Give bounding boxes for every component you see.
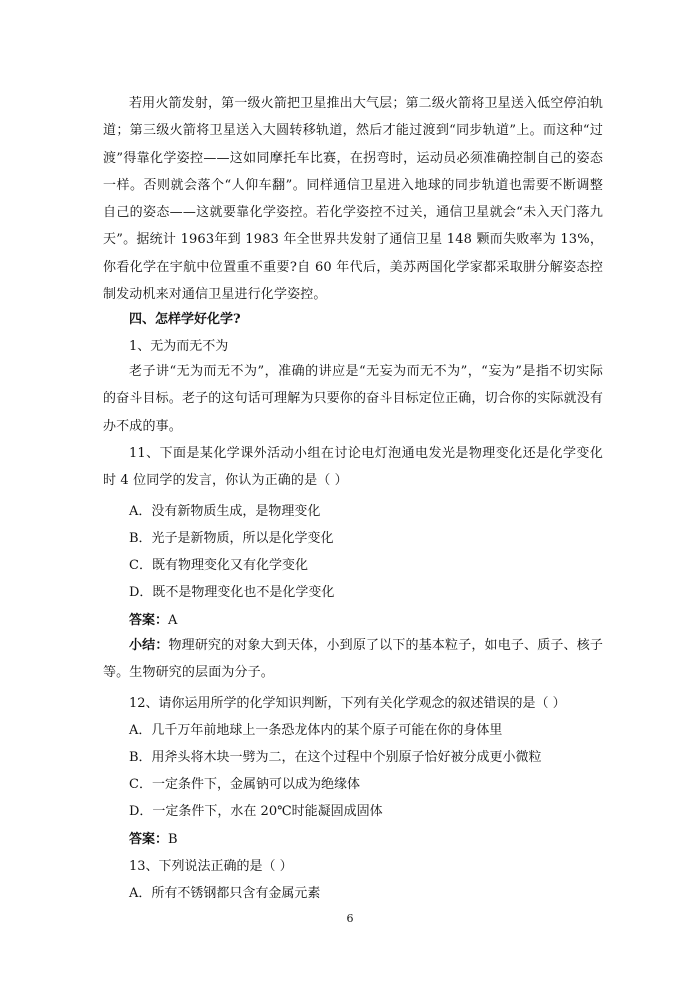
summary-paragraph	[103, 632, 603, 687]
question-12-option-c: C．一定条件下，金属钠可以成为绝缘体	[129, 777, 360, 792]
question-11-answer	[103, 611, 177, 631]
summary-text: 物理研究的对象大到天体，小到原了以下的基本粒子，如电子、质子、核子等。生物研究的层面为分子。	[103, 638, 604, 681]
question-13-stem: 13、下列说法正确的是（ ）	[129, 859, 293, 874]
question-12-option-d: D．一定条件下，水在 20℃时能凝固成固体	[129, 804, 383, 819]
answer-label: 答案：	[129, 613, 169, 628]
answer-value: B	[168, 832, 178, 847]
paragraph-laozi: 老子讲“无为而无不为”，准确的讲应是“无妄为而无不为”，“妄为”是指不切实际的奋斗目标。老子的这句话可理解为只要你的奋斗目标定位正确，切合你的实际就没有办不成的事。	[103, 364, 603, 434]
question-12-answer	[103, 830, 178, 850]
question-12-stem: 12、请你运用所学的化学知识判断，下列有关化学观念的叙述错误的是（ ）	[129, 696, 566, 711]
paragraph-chemical-attitude-control: 若用火箭发射，第一级火箭把卫星推出大气层；第二级火箭将卫星送入低空停泊轨道；第三级火箭将卫星送入大圆转移轨道，然后才能过渡到“同步轨道”上。而这种“过渡”得靠化学姿控——这如同摩托车比赛，在拐弯时，运动员必须准确控制自己的姿态一样。否则就会落个“人仰车翻”。同样通信卫星进入地球的同步轨道也需要不断调整自己的姿态——这就要靠化学姿控。若化学姿控不过关，通信卫星就会“未入天门落九天”。据统计 1963年到 1983 年全世界共发射了通信卫星 148 颗而失败率为 13%，你看化学在宇航中位置重不重要?自 60 年代后，美苏两国化学家都采取肼分解姿态控制发动机来对通信卫星进行化学姿控。	[103, 96, 603, 303]
question-11-option-c: C．既有物理变化又有化学变化	[129, 558, 308, 573]
question-12-option-a: A．几千万年前地球上一条恐龙体内的某个原子可能在你的身体里	[129, 723, 503, 738]
summary-label: 小结：	[129, 638, 169, 653]
question-13-option-a: A．所有不锈钢都只含有金属元素	[129, 886, 321, 901]
answer-value: A	[168, 613, 178, 628]
question-11-option-b: B．光子是新物质，所以是化学变化	[129, 531, 334, 546]
answer-label: 答案：	[129, 832, 169, 847]
question-11-option-a: A．没有新物质生成，是物理变化	[129, 504, 321, 519]
page-number: 6	[346, 912, 354, 925]
question-12-option-b: B．用斧头将木块一劈为二，在这个过程中个别原子恰好被分成更小微粒	[129, 750, 542, 765]
question-11-stem: 11、下面是某化学课外活动小组在讨论电灯泡通电发光是物理变化还是化学变化时 4 位同学的发言，你认为正确的是（ ）	[103, 446, 603, 489]
section-heading-learn-chemistry: 四、怎样学好化学?	[129, 312, 241, 327]
item-heading-wuwei: 1、无为而无不为	[129, 339, 229, 354]
question-11-option-d: D．既不是物理变化也不是化学变化	[129, 585, 335, 600]
